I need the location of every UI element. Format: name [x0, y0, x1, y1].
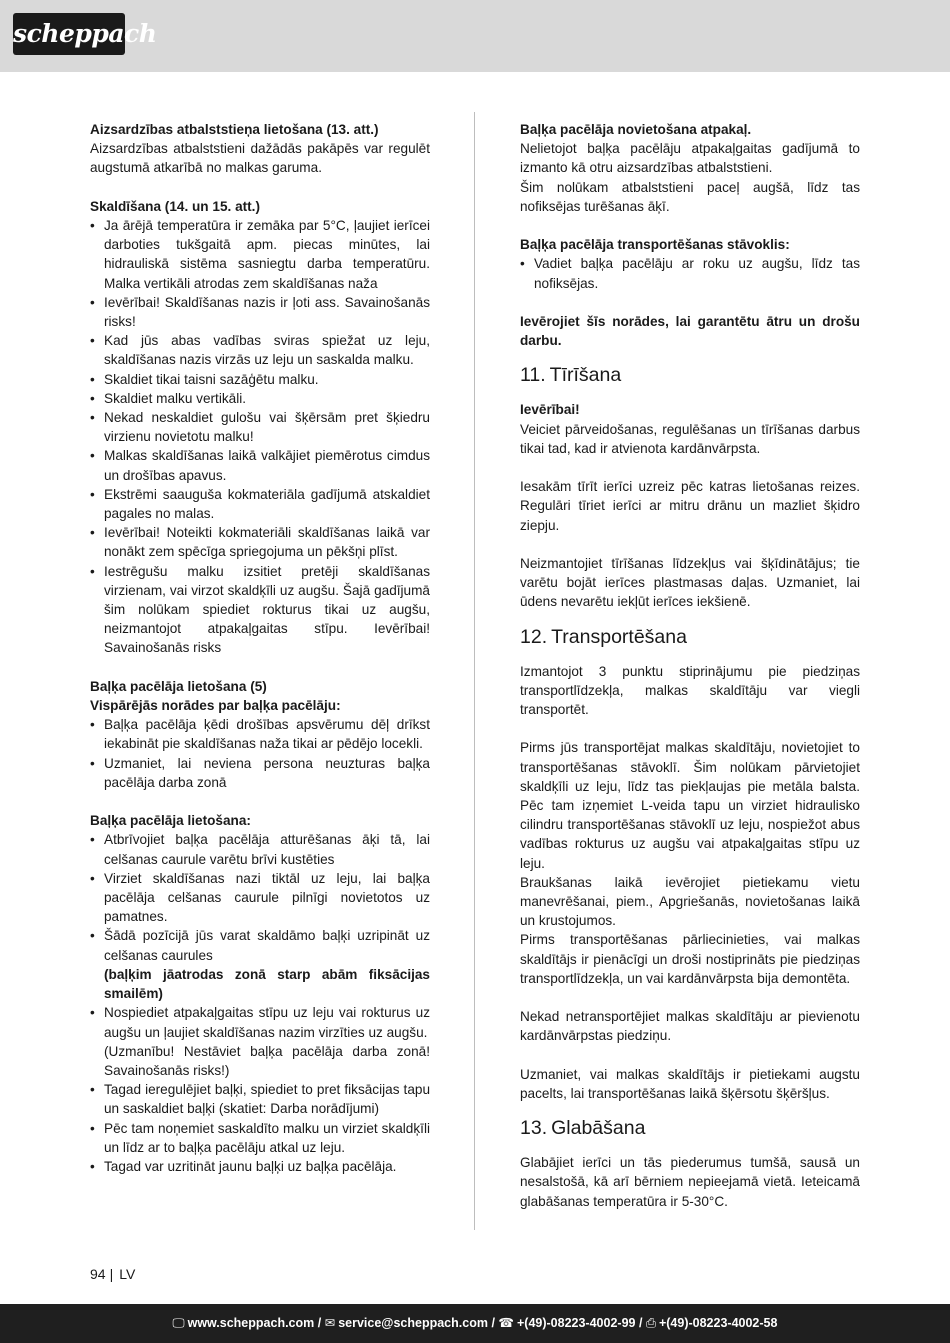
list-item: • Skaldiet malku vertikāli.	[90, 389, 430, 408]
right-column	[520, 120, 860, 1211]
list-item: • Iestrēgušu malku izsitiet pretēji skaldīšanas virzienam, vai virzot skaldķīli uz augšu. Šajā gadījumā šim nolūkam spiediet rokturus tikai uz augšu, neizmantojot atpakaļgaitas stīpu. Ievērībai! Savainošanās risks	[90, 562, 430, 658]
paragraph-protective-support: Aizsardzības atbalststieni dažādās pakāpēs var regulēt augstumā atkarībā no malkas garuma.	[90, 141, 430, 176]
heading-splitting: Skaldīšana (14. un 15. att.)	[90, 198, 260, 214]
phone-number: +(49)-08223-4002-99	[516, 1316, 636, 1330]
section-title: Tīrīšana	[549, 364, 622, 387]
contact-footer	[0, 1304, 950, 1343]
left-column	[90, 120, 430, 1176]
separator: /	[317, 1316, 322, 1330]
list-item: • Skaldiet tikai taisni sazāģētu malku.	[90, 370, 430, 389]
section-heading-storage	[520, 1115, 860, 1141]
list-item: • Ievērībai! Skaldīšanas nazis ir ļoti ass. Savainošanās risks!	[90, 293, 430, 331]
page-number-value: 94	[90, 1266, 106, 1282]
cleaning-paragraph-1: Veiciet pārveidošanas, regulēšanas un tīrīšanas darbus tikai tad, kad ir atvienota kardānvārpsta.	[520, 421, 860, 456]
list-item: • Tagad ieregulējiet baļķi, spiediet to pret fiksācijas tapu un saskaldiet baļķi (skatiet: Darba norādījumi)	[90, 1080, 430, 1118]
section-heading-transport	[520, 624, 860, 650]
subheading-log-lift-general: Vispārējās norādes par baļķa pacēlāju:	[90, 698, 341, 714]
section-number: 12.	[520, 625, 548, 648]
monitor-icon: 🖵	[172, 1316, 185, 1330]
transport-paragraph-5: Nekad netransportējiet malkas skaldītāju ar pievienotu kardānvārpstas piedziņu.	[520, 1009, 860, 1044]
fax-icon: ⎙	[645, 1316, 656, 1330]
separator: /	[638, 1316, 643, 1330]
website-link[interactable]: www.scheppach.com	[187, 1316, 315, 1330]
phone-icon: ☎	[498, 1316, 514, 1330]
list-item: • Nekad neskaldiet gulošu vai šķērsām pret šķiedru virzienu novietotu malku!	[90, 408, 430, 446]
section-number: 11.	[520, 364, 546, 387]
list-item	[90, 1003, 430, 1080]
list-item: • Tagad var uzritināt jaunu baļķi uz baļķa pacēlāja.	[90, 1157, 430, 1176]
separator: /	[491, 1316, 495, 1330]
paragraph-log-lift-return: Nelietojot baļķa pacēlāju atpakaļgaitas gadījumā to izmanto kā otru aizsardzības atbalststieni.	[520, 141, 860, 176]
section-heading-cleaning	[520, 362, 860, 388]
page-number: 94 | LV	[90, 1266, 136, 1282]
heading-log-lift-return: Baļķa pacēlāja novietošana atpakaļ.	[520, 122, 752, 137]
heading-log-lift-use: Baļķa pacēlāja lietošana:	[90, 813, 251, 829]
paragraph-log-lift-return-2: Šim nolūkam atbalststieni paceļ augšā, līdz tas nofiksējas turēšanas āķī.	[520, 179, 860, 214]
transport-paragraph-4: Pirms transportēšanas pārliecinieties, vai malkas skaldītājs ir pienācīgi un droši nostiprināts pie piedziņas transportlīdzekļa, un vai kardānvārpsta bija demontēta.	[520, 932, 860, 986]
list-item: • Pēc tam noņemiet saskaldīto malku un virziet skaldķīli un līdz ar to baļķa pacēlāju atkal uz leju.	[90, 1119, 430, 1157]
log-lift-general-list	[90, 715, 430, 792]
storage-paragraph-1: Glabājiet ierīci un tās piederumus tumšā, sausā un nesalstošā, kā arī bērniem nepieejamā vietā. Ieteicamā glabāšanas temperatūra ir 5-30°C.	[520, 1155, 860, 1209]
list-item: • Baļķa pacēlāja ķēdi drošības apsvērumu dēļ drīkst iekabināt pie skaldīšanas naža tikai ar pēdējo locekli.	[90, 715, 430, 753]
column-divider	[474, 112, 475, 1230]
email-link[interactable]: service@scheppach.com	[338, 1316, 488, 1330]
list-item: • Kad jūs abas vadības sviras spiežat uz leju, skaldīšanas nazis virzās uz leju un saskalda malku.	[90, 331, 430, 369]
list-item: • Vadiet baļķa pacēlāju ar roku uz augšu, līdz tas nofiksējas.	[520, 254, 860, 292]
list-item: • Ievērībai! Noteikti kokmateriāli skaldīšanas laikā var nonākt zem spēcīga spriegojuma un pēkšņi plīst.	[90, 523, 430, 561]
list-item-text: • Nospiediet atpakaļgaitas stīpu uz leju vai rokturus uz augšu un ļaujiet skaldīšanas nazim virzīties uz augšu.	[104, 1005, 430, 1040]
transport-paragraph-6: Uzmaniet, vai malkas skaldītājs ir pietiekami augstu pacelts, lai transportēšanas laikā šķērsotu šķēršļus.	[520, 1066, 860, 1102]
cleaning-paragraph-3: Neizmantojiet tīrīšanas līdzekļus vai šķīdinātājus; tie varētu bojāt ierīces plastmasas daļas. Uzmaniet, lai ūdens nevarētu iekļūt ierīces iekšienē.	[520, 556, 860, 610]
list-item: • Ja ārējā temperatūra ir zemāka par 5°C, ļaujiet ierīcei darboties tukšgaitā apm. piecas minūtes, lai hidrauliskā sistēma sasniegtu darba temperatūru. Malka vertikāli atrodas zem skaldīšanas naža	[90, 216, 430, 293]
list-item: • Atbrīvojiet baļķa pacēlāja atturēšanas āķi tā, lai celšanas caurule varētu brīvi kustēties	[90, 830, 430, 868]
list-item: • Ekstrēmi saauguša kokmateriāla gadījumā atskaldiet pagales no malas.	[90, 485, 430, 523]
splitting-list	[90, 216, 430, 658]
heading-log-lift-transport: Baļķa pacēlāja transportēšanas stāvoklis:	[520, 237, 790, 253]
section-title: Glabāšana	[551, 1117, 646, 1140]
list-item: • Malkas skaldīšanas laikā valkājiet piemērotus cimdus un drošības apavus.	[90, 446, 430, 484]
section-number: 13.	[520, 1117, 548, 1140]
list-item-note: (Uzmanību! Nestāviet baļķa pacēlāja darba zonā! Savainošanās risks!)	[104, 1043, 430, 1078]
list-item: • Uzmaniet, lai neviena persona neuzturas baļķa pacēlāja darba zonā	[90, 754, 430, 792]
fax-number: +(49)-08223-4002-58	[658, 1316, 778, 1330]
heading-log-lift: Baļķa pacēlāja lietošana (5)	[90, 678, 267, 694]
log-lift-use-list	[90, 830, 430, 1176]
envelope-icon: ✉	[324, 1316, 336, 1330]
list-item: • Virziet skaldīšanas nazi tiktāl uz leju, lai baļķa pacēlāja celšanas caurule pilnīgi novietotos uz pamatnes.	[90, 869, 430, 927]
list-item-text: • Šādā pozīcijā jūs varat skaldāmo baļķi uzripināt uz celšanas caurules	[104, 928, 430, 963]
section-title: Transportēšana	[551, 625, 687, 648]
transport-paragraph-3: Braukšanas laikā ievērojiet pietiekamu vietu manevrēšanai, piem., Apgriešanās, novietošanas laikā un krustojumos.	[520, 874, 860, 929]
list-item	[90, 926, 430, 1003]
scheppach-logo: scheppach	[13, 13, 125, 55]
language-code: LV	[119, 1266, 136, 1282]
header-bar	[0, 0, 950, 72]
cleaning-paragraph-2: Iesakām tīrīt ierīci uzreiz pēc katras lietošanas reizes. Regulāri tīriet ierīci ar mitru drānu un mazliet šķidro ziepju.	[520, 479, 860, 533]
transport-paragraph-1: Izmantojot 3 punktu stiprinājumu pie piedziņas transportlīdzekļa, malkas skaldītāju var viegli transportēt.	[520, 663, 860, 718]
log-lift-transport-list	[520, 254, 860, 292]
cleaning-warning: Ievērībai!	[520, 402, 580, 418]
heading-protective-support: Aizsardzības atbalststieņa lietošana (13. att.)	[90, 122, 379, 137]
transport-paragraph-2: Pirms jūs transportējat malkas skaldītāju, novietojiet to transportēšanas stāvoklī. Šim nolūkam pārvietojiet skaldķīli uz leju, līdz tas piekļaujas pie metāla balsta. Pēc tam izņemiet L-veida tapu un virziet hidraulisko cilindru transportēšanas stāvoklī uz leju, nospiežot abus vadības rokturus uz augšu vai atpakaļgaitas stīpu uz leju.	[520, 740, 860, 871]
list-item-note: (baļķim jāatrodas zonā starp abām fiksācijas smailēm)	[104, 966, 430, 1002]
safety-note: Ievērojiet šīs norādes, lai garantētu ātru un drošu darbu.	[520, 314, 860, 349]
